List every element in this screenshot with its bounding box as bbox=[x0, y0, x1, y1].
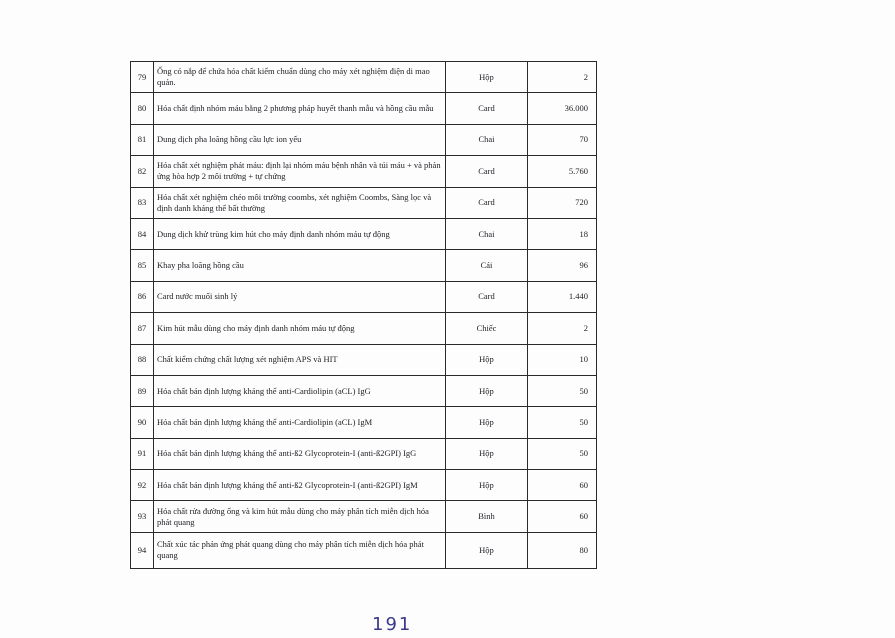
item-unit: Chai bbox=[446, 124, 528, 155]
table-row bbox=[131, 344, 597, 375]
item-name: Hóa chất bán định lượng kháng thể anti-Cardiolipin (aCL) IgG bbox=[154, 375, 446, 406]
table-row bbox=[131, 407, 597, 438]
item-unit: Cái bbox=[446, 250, 528, 281]
table-body bbox=[131, 62, 597, 569]
item-name: Khay pha loãng hồng cầu bbox=[154, 250, 446, 281]
item-unit: Hộp bbox=[446, 375, 528, 406]
item-unit: Card bbox=[446, 93, 528, 124]
row-number: 80 bbox=[131, 93, 154, 124]
row-number: 82 bbox=[131, 156, 154, 187]
item-quantity: 720 bbox=[528, 187, 597, 218]
item-quantity: 36.000 bbox=[528, 93, 597, 124]
table-row bbox=[131, 218, 597, 249]
item-quantity: 2 bbox=[528, 313, 597, 344]
item-unit: Hộp bbox=[446, 470, 528, 501]
item-unit: Hộp bbox=[446, 62, 528, 93]
table-row bbox=[131, 470, 597, 501]
item-name: Kim hút mẫu dùng cho máy định danh nhóm máu tự động bbox=[154, 313, 446, 344]
item-quantity: 2 bbox=[528, 62, 597, 93]
table-row bbox=[131, 250, 597, 281]
item-name: Hóa chất rửa đường ống và kim hút mẫu dùng cho máy phân tích miễn dịch hóa phát quang bbox=[154, 501, 446, 532]
row-number: 94 bbox=[131, 532, 154, 568]
row-number: 87 bbox=[131, 313, 154, 344]
row-number: 88 bbox=[131, 344, 154, 375]
table-row bbox=[131, 375, 597, 406]
item-name: Dung dịch khử trùng kim hút cho máy định danh nhóm máu tự động bbox=[154, 218, 446, 249]
item-quantity: 70 bbox=[528, 124, 597, 155]
item-name: Hóa chất bán định lượng kháng thể anti-ß2 Glycoprotein-I (anti-ß2GPI) IgM bbox=[154, 470, 446, 501]
item-name: Hóa chất bán định lượng kháng thể anti-ß2 Glycoprotein-I (anti-ß2GPI) IgG bbox=[154, 438, 446, 469]
item-quantity: 50 bbox=[528, 407, 597, 438]
item-unit: Hộp bbox=[446, 344, 528, 375]
row-number: 83 bbox=[131, 187, 154, 218]
table-row bbox=[131, 156, 597, 187]
row-number: 90 bbox=[131, 407, 154, 438]
row-number: 85 bbox=[131, 250, 154, 281]
item-name: Card nước muối sinh lý bbox=[154, 281, 446, 312]
item-name: Chất kiểm chứng chất lượng xét nghiệm APS và HIT bbox=[154, 344, 446, 375]
table-row bbox=[131, 124, 597, 155]
table-row bbox=[131, 438, 597, 469]
table-row bbox=[131, 281, 597, 312]
item-quantity: 60 bbox=[528, 501, 597, 532]
table-row bbox=[131, 93, 597, 124]
item-unit: Hộp bbox=[446, 532, 528, 568]
item-quantity: 80 bbox=[528, 532, 597, 568]
item-name: Hóa chất bán định lượng kháng thể anti-Cardiolipin (aCL) IgM bbox=[154, 407, 446, 438]
item-name: Chất xúc tác phản ứng phát quang dùng cho máy phân tích miễn dịch hóa phát quang bbox=[154, 532, 446, 568]
item-quantity: 50 bbox=[528, 438, 597, 469]
row-number: 84 bbox=[131, 218, 154, 249]
row-number: 92 bbox=[131, 470, 154, 501]
item-quantity: 10 bbox=[528, 344, 597, 375]
table-row bbox=[131, 532, 597, 568]
item-name: Dung dịch pha loãng hồng cầu lực ion yếu bbox=[154, 124, 446, 155]
item-unit: Chai bbox=[446, 218, 528, 249]
item-unit: Hộp bbox=[446, 407, 528, 438]
item-unit: Card bbox=[446, 156, 528, 187]
item-unit: Chiếc bbox=[446, 313, 528, 344]
item-name: Hóa chất định nhóm máu bằng 2 phương pháp huyết thanh mẫu và hồng cầu mẫu bbox=[154, 93, 446, 124]
item-quantity: 1.440 bbox=[528, 281, 597, 312]
item-name: Ống có nắp để chứa hóa chất kiểm chuẩn dùng cho máy xét nghiệm điện di mao quản. bbox=[154, 62, 446, 93]
item-name: Hóa chất xét nghiệm chéo môi trường coombs, xét nghiệm Coombs, Sàng lọc và định danh kháng thể bất thường bbox=[154, 187, 446, 218]
item-unit: Hộp bbox=[446, 438, 528, 469]
item-unit: Card bbox=[446, 281, 528, 312]
handwritten-page-number: 191 bbox=[372, 614, 413, 635]
row-number: 91 bbox=[131, 438, 154, 469]
item-quantity: 5.760 bbox=[528, 156, 597, 187]
table-row bbox=[131, 62, 597, 93]
item-table bbox=[130, 61, 597, 569]
item-unit: Bình bbox=[446, 501, 528, 532]
item-quantity: 96 bbox=[528, 250, 597, 281]
table-row bbox=[131, 187, 597, 218]
table-row bbox=[131, 313, 597, 344]
item-unit: Card bbox=[446, 187, 528, 218]
row-number: 86 bbox=[131, 281, 154, 312]
item-quantity: 18 bbox=[528, 218, 597, 249]
item-quantity: 50 bbox=[528, 375, 597, 406]
table-row bbox=[131, 501, 597, 532]
row-number: 79 bbox=[131, 62, 154, 93]
row-number: 93 bbox=[131, 501, 154, 532]
row-number: 81 bbox=[131, 124, 154, 155]
item-name: Hóa chất xét nghiệm phát máu: định lại nhóm máu bệnh nhân và túi máu + và phản ứng hòa hợp 2 môi trường + tự chứng bbox=[154, 156, 446, 187]
item-quantity: 60 bbox=[528, 470, 597, 501]
row-number: 89 bbox=[131, 375, 154, 406]
